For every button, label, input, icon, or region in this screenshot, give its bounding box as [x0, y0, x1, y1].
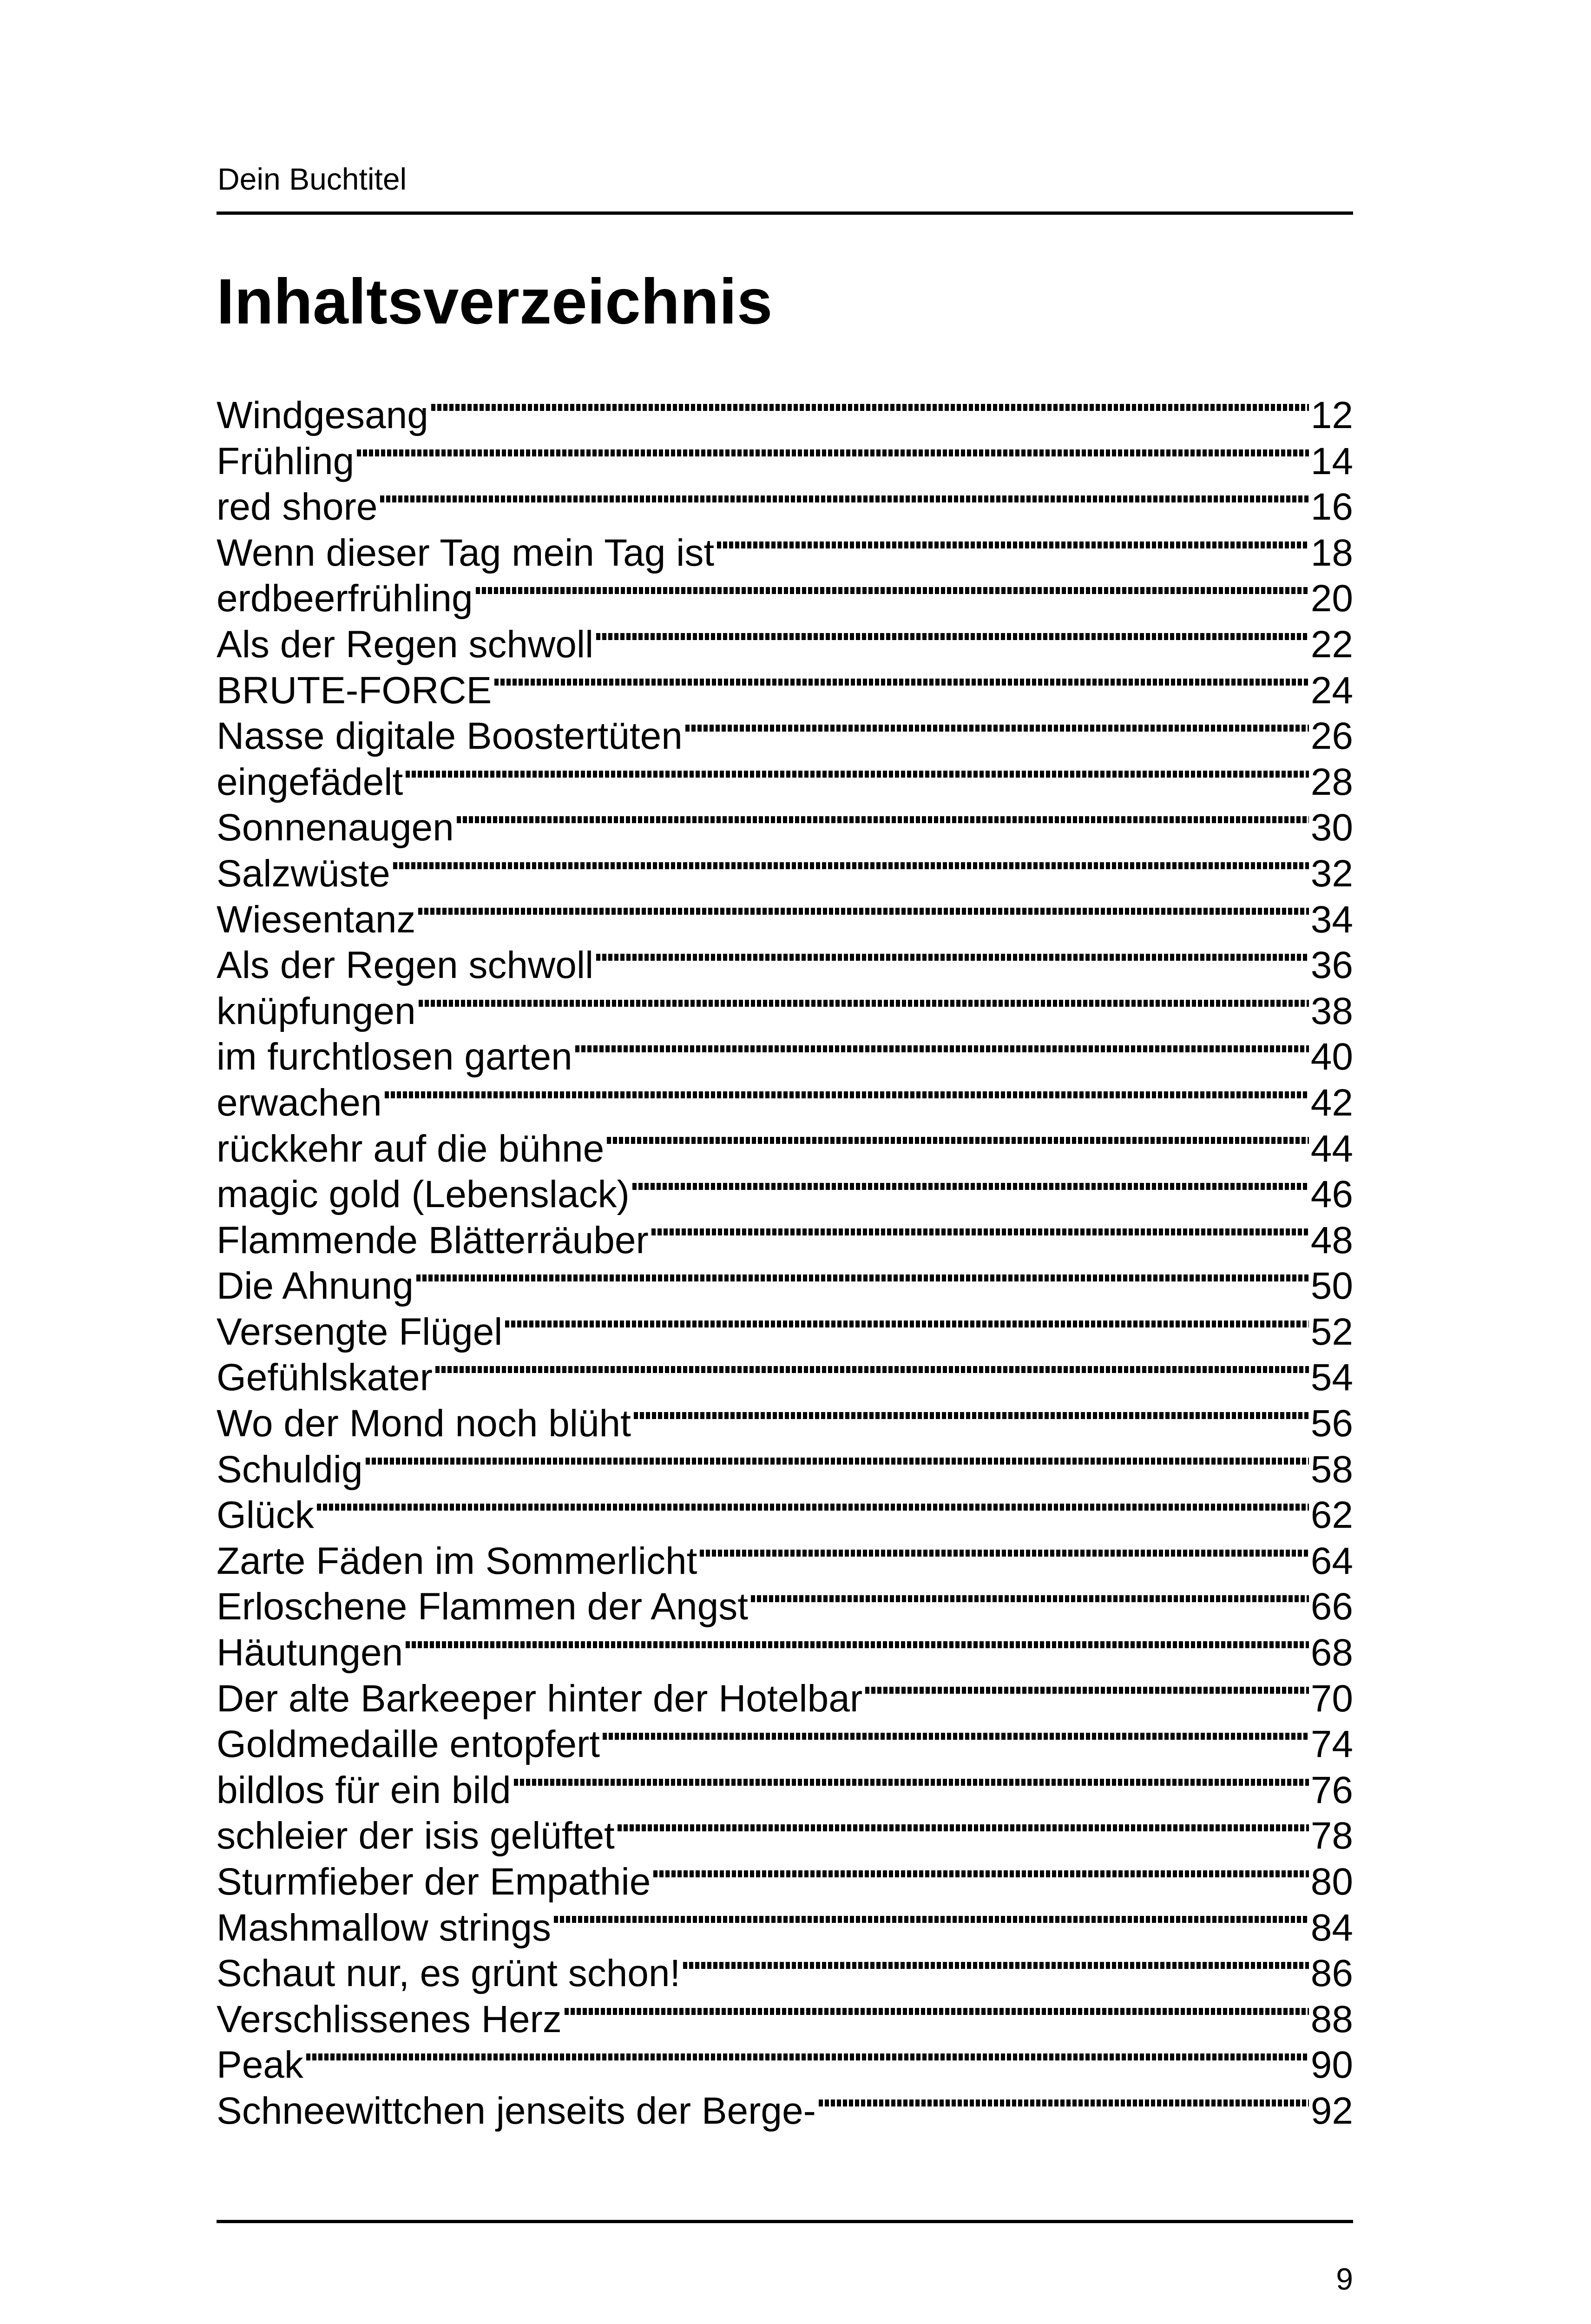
toc-entry-page: 70: [1310, 1677, 1353, 1720]
toc-dot-leader: [494, 679, 1309, 686]
toc-dot-leader: [865, 1687, 1309, 1694]
toc-entry-page: 28: [1310, 760, 1353, 803]
toc-entry-title: Erloschene Flammen der Angst: [217, 1585, 748, 1628]
toc-entry-title: Wenn dieser Tag mein Tag ist: [217, 531, 715, 574]
toc-dot-leader: [366, 1458, 1309, 1465]
toc-entry-page: 32: [1310, 852, 1353, 895]
toc-dot-leader: [700, 1550, 1308, 1557]
toc-entry-page: 34: [1310, 898, 1353, 941]
toc-dot-leader: [618, 1824, 1309, 1831]
toc-entry-page: 90: [1310, 2044, 1353, 2086]
toc-entry-title: schleier der isis gelüftet: [217, 1815, 615, 1857]
page-title: Inhaltsverzeichnis: [217, 266, 773, 337]
toc-entry-title: Schneewittchen jenseits der Berge-: [217, 2089, 816, 2132]
toc-entry-page: 14: [1310, 440, 1353, 482]
toc-dot-leader: [651, 1228, 1309, 1235]
toc-entry-title: Flammende Blätterräuber: [217, 1219, 649, 1261]
toc-entry: [217, 1676, 1353, 1722]
toc-dot-leader: [514, 1779, 1309, 1786]
toc-entry-title: Mashmallow strings: [217, 1906, 551, 1949]
toc-entry-title: Schaut nur, es grünt schon!: [217, 1952, 681, 1995]
toc-dot-leader: [380, 495, 1308, 502]
toc-entry: [217, 1859, 1353, 1905]
toc-entry-page: 16: [1310, 486, 1353, 528]
toc-dot-leader: [385, 1091, 1309, 1098]
toc-dot-leader: [406, 771, 1309, 778]
toc-entry: [217, 1997, 1353, 2043]
toc-dot-leader: [476, 587, 1309, 594]
toc-entry-page: 56: [1310, 1402, 1353, 1445]
toc-entry-title: magic gold (Lebenslack): [217, 1173, 630, 1216]
toc-entry-page: 26: [1310, 715, 1353, 758]
toc-entry: [217, 1126, 1353, 1172]
toc-entry-title: Goldmedaille entopfert: [217, 1723, 600, 1766]
toc-entry: [217, 530, 1353, 576]
toc-dot-leader: [416, 1274, 1309, 1281]
table-of-contents: [217, 393, 1353, 2134]
toc-dot-leader: [419, 1000, 1309, 1007]
toc-entry-page: 66: [1310, 1585, 1353, 1628]
toc-entry-page: 78: [1310, 1815, 1353, 1857]
toc-entry-page: 40: [1310, 1036, 1353, 1078]
toc-entry-page: 68: [1310, 1631, 1353, 1674]
toc-dot-leader: [751, 1595, 1309, 1602]
toc-entry: [217, 805, 1353, 851]
toc-entry: [217, 439, 1353, 485]
toc-entry: [217, 1722, 1353, 1768]
toc-entry-page: 80: [1310, 1861, 1353, 1903]
toc-entry-title: eingefädelt: [217, 760, 403, 803]
toc-dot-leader: [431, 404, 1309, 411]
toc-dot-leader: [317, 1504, 1309, 1511]
header-rule: [217, 211, 1353, 215]
toc-entry: [217, 1218, 1353, 1264]
toc-dot-leader: [683, 1962, 1308, 1969]
toc-entry-title: Gefühlskater: [217, 1356, 433, 1399]
toc-entry-title: BRUTE-FORCE: [217, 669, 492, 712]
toc-entry-page: 38: [1310, 990, 1353, 1032]
toc-entry-title: rückkehr auf die bühne: [217, 1127, 605, 1170]
toc-entry-page: 46: [1310, 1173, 1353, 1216]
toc-entry-title: Häutungen: [217, 1631, 403, 1674]
toc-entry-title: Die Ahnung: [217, 1265, 414, 1307]
toc-dot-leader: [607, 1137, 1309, 1144]
toc-entry: [217, 1034, 1353, 1080]
toc-entry-page: 92: [1310, 2089, 1353, 2132]
toc-entry-page: 84: [1310, 1906, 1353, 1949]
toc-dot-leader: [634, 1412, 1309, 1419]
toc-entry-page: 12: [1310, 394, 1353, 436]
toc-entry-page: 18: [1310, 531, 1353, 574]
toc-dot-leader: [457, 816, 1309, 823]
toc-dot-leader: [357, 449, 1309, 456]
toc-entry: [217, 393, 1353, 439]
toc-entry-title: Nasse digitale Boostertüten: [217, 715, 683, 758]
toc-entry-title: Als der Regen schwoll: [217, 623, 594, 666]
toc-entry-title: erwachen: [217, 1081, 382, 1124]
toc-entry-page: 86: [1310, 1952, 1353, 1995]
toc-entry: [217, 1080, 1353, 1126]
toc-entry: [217, 759, 1353, 805]
toc-entry: [217, 943, 1353, 989]
toc-dot-leader: [596, 954, 1309, 961]
toc-entry-title: bildlos für ein bild: [217, 1769, 511, 1811]
toc-entry: [217, 1905, 1353, 1951]
toc-entry-title: Glück: [217, 1494, 314, 1537]
toc-entry: [217, 1538, 1353, 1585]
toc-entry-title: Frühling: [217, 440, 355, 482]
toc-entry: [217, 1630, 1353, 1676]
toc-entry: [217, 1447, 1353, 1493]
toc-entry: [217, 576, 1353, 622]
toc-dot-leader: [554, 1916, 1309, 1923]
toc-entry: [217, 2042, 1353, 2088]
toc-entry-title: Schuldig: [217, 1448, 363, 1491]
toc-entry: [217, 1951, 1353, 1997]
toc-entry: [217, 484, 1353, 530]
toc-dot-leader: [603, 1733, 1309, 1740]
toc-dot-leader: [435, 1366, 1309, 1373]
toc-entry-page: 20: [1310, 577, 1353, 620]
footer-rule: [217, 2220, 1353, 2223]
toc-entry: [217, 1263, 1353, 1309]
running-header: Dein Buchtitel: [217, 162, 407, 196]
toc-entry-title: erdbeerfrühling: [217, 577, 473, 620]
toc-entry-page: 58: [1310, 1448, 1353, 1491]
toc-entry-page: 42: [1310, 1081, 1353, 1124]
toc-entry-title: knüpfungen: [217, 990, 416, 1032]
toc-entry: [217, 1172, 1353, 1218]
toc-entry-title: Windgesang: [217, 394, 428, 436]
toc-entry: [217, 622, 1353, 668]
toc-entry: [217, 1768, 1353, 1814]
toc-entry-title: Sturmfieber der Empathie: [217, 1861, 651, 1903]
toc-dot-leader: [306, 2053, 1309, 2060]
toc-entry-page: 36: [1310, 944, 1353, 987]
toc-entry-page: 50: [1310, 1265, 1353, 1307]
toc-entry-page: 88: [1310, 1998, 1353, 2040]
toc-dot-leader: [596, 633, 1309, 640]
toc-dot-leader: [575, 1045, 1309, 1052]
toc-entry-title: Wiesentanz: [217, 898, 416, 941]
toc-entry-title: Salzwüste: [217, 852, 390, 895]
toc-dot-leader: [418, 908, 1308, 915]
toc-entry-page: 30: [1310, 806, 1353, 849]
toc-entry-title: Wo der Mond noch blüht: [217, 1402, 631, 1445]
toc-entry-page: 22: [1310, 623, 1353, 666]
toc-entry-page: 76: [1310, 1769, 1353, 1811]
toc-dot-leader: [393, 862, 1309, 869]
toc-dot-leader: [685, 725, 1309, 732]
toc-entry-page: 54: [1310, 1356, 1353, 1399]
toc-entry-title: Als der Regen schwoll: [217, 944, 594, 987]
toc-entry: [217, 897, 1353, 943]
toc-entry-title: Zarte Fäden im Sommerlicht: [217, 1539, 697, 1582]
toc-entry-page: 74: [1310, 1723, 1353, 1766]
toc-dot-leader: [632, 1183, 1309, 1190]
page-number: 9: [1336, 2262, 1353, 2296]
toc-entry: [217, 1813, 1353, 1859]
toc-entry: [217, 1309, 1353, 1355]
toc-entry-title: red shore: [217, 486, 378, 528]
toc-dot-leader: [819, 2100, 1309, 2106]
toc-entry: [217, 1584, 1353, 1630]
toc-entry: [217, 2088, 1353, 2134]
toc-entry-page: 64: [1310, 1539, 1353, 1582]
toc-entry-page: 24: [1310, 669, 1353, 712]
toc-entry: [217, 851, 1353, 897]
toc-dot-leader: [717, 541, 1309, 548]
toc-dot-leader: [505, 1320, 1308, 1327]
toc-entry: [217, 1492, 1353, 1538]
toc-entry-page: 62: [1310, 1494, 1353, 1537]
toc-entry-title: Der alte Barkeeper hinter der Hotelbar: [217, 1677, 863, 1720]
toc-dot-leader: [565, 2008, 1309, 2015]
toc-entry-title: Peak: [217, 2044, 303, 2086]
toc-entry-page: 52: [1310, 1310, 1353, 1353]
toc-entry-title: Sonnenaugen: [217, 806, 454, 849]
toc-entry: [217, 668, 1353, 714]
toc-entry-page: 44: [1310, 1127, 1353, 1170]
toc-entry-title: Versengte Flügel: [217, 1310, 503, 1353]
toc-entry: [217, 713, 1353, 759]
toc-entry: [217, 1401, 1353, 1447]
toc-entry: [217, 989, 1353, 1035]
toc-entry-title: Verschlissenes Herz: [217, 1998, 562, 2040]
toc-entry: [217, 1355, 1353, 1401]
toc-dot-leader: [406, 1641, 1309, 1648]
toc-entry-title: im furchtlosen garten: [217, 1036, 572, 1078]
toc-entry-page: 48: [1310, 1219, 1353, 1261]
toc-dot-leader: [653, 1870, 1308, 1877]
